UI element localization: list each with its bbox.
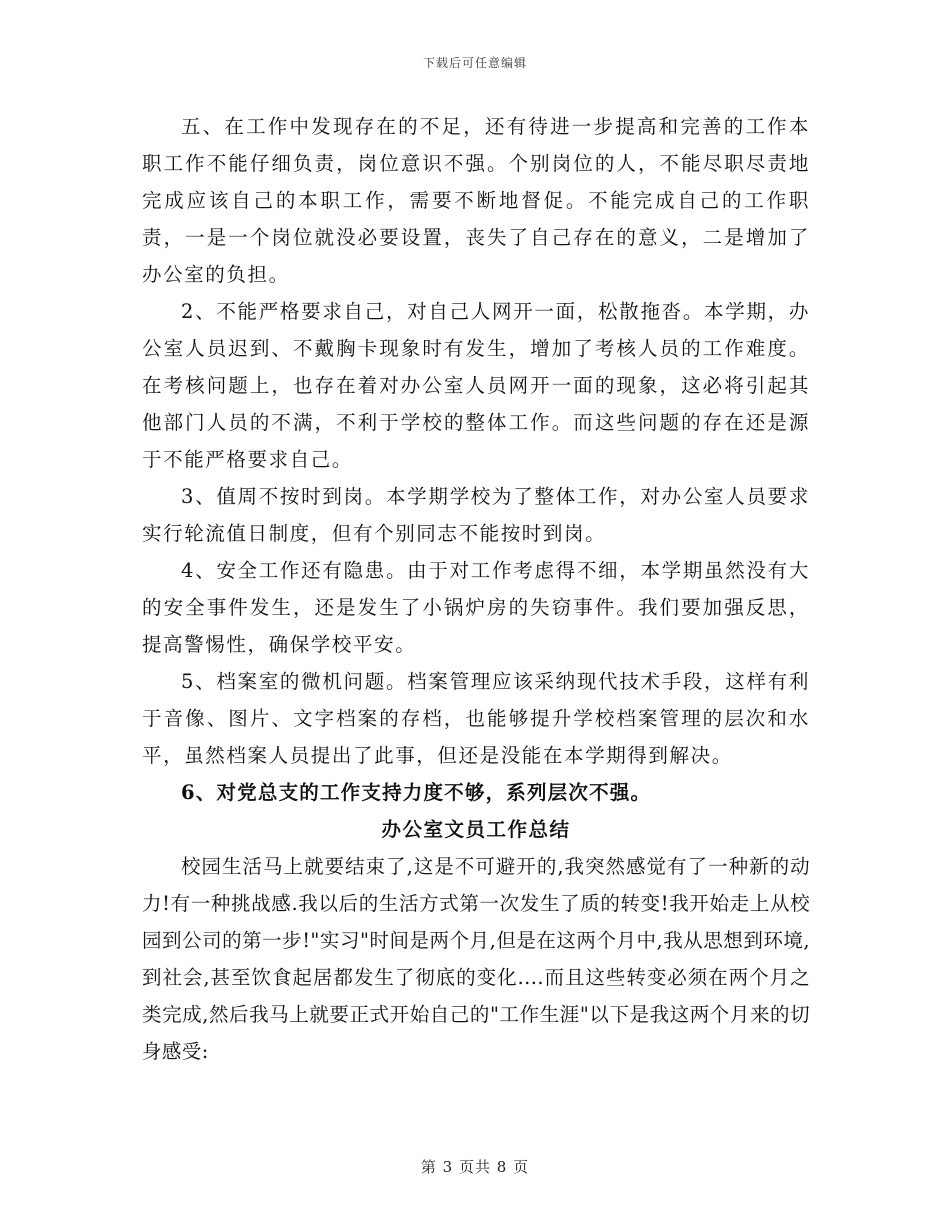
- paragraph-item-5: 5、档案室的微机问题。档案管理应该采纳现代技术手段，这样有利于音像、图片、文字档案的存档，也能够提升学校档案管理的层次和水平，虽然档案人员提出了此事，但还是没能在本学期得到解决。: [142, 670, 810, 767]
- paragraph-summary: 校园生活马上就要结束了,这是不可避开的,我突然感觉有了一种新的动力!有一种挑战感.我以后的生活方式第一次发生了质的转变!我开始走上从校园到公司的第一步!"实习"时间是两个月,但是在这两个月中,我从思想到环境,到社会,甚至饮食起居都发生了彻底的变化....而且这些转变必须在两个月之类完成,然后我马上就要正式开始自己的"工作生涯"以下是我这两个月来的切身感受:: [142, 855, 810, 1063]
- paragraph-item-4: 4、安全工作还有隐患。由于对工作考虑得不细，本学期虽然没有大的安全事件发生，还是发生了小锅炉房的失窃事件。我们要加强反思，提高警惕性，确保学校平安。: [142, 559, 810, 656]
- paragraph-item-6: 6、对党总支的工作支持力度不够，系列层次不强。: [181, 781, 652, 804]
- paragraph-deficiencies: 五、在工作中发现存在的不足，还有待进一步提高和完善的工作本职工作不能仔细负责，岗位意识不强。个别岗位的人，不能尽职尽责地完成应该自己的本职工作，需要不断地督促。不能完成自己的工作职责，一是一个岗位就没必要设置，丧失了自己存在的意义，二是增加了办公室的负担。: [142, 115, 810, 286]
- page-header: 下载后可任意编辑: [422, 56, 527, 70]
- paragraph-item-3: 3、值周不按时到岗。本学期学校为了整体工作，对办公室人员要求实行轮流值日制度，但有个别同志不能按时到岗。: [142, 485, 810, 545]
- document-body: [142, 108, 810, 1070]
- paragraph-item-2: 2、不能严格要求自己，对自己人网开一面，松散拖沓。本学期，办公室人员迟到、不戴胸卡现象时有发生，增加了考核人员的工作难度。在考核问题上，也存在着对办公室人员网开一面的现象，这必将引起其他部门人员的不满，不利于学校的整体工作。而这些问题的存在还是源于不能严格要求自己。: [142, 300, 810, 471]
- page-footer: 第 3 页共 8 页: [420, 1158, 530, 1176]
- section-title: 办公室文员工作总结: [381, 818, 571, 841]
